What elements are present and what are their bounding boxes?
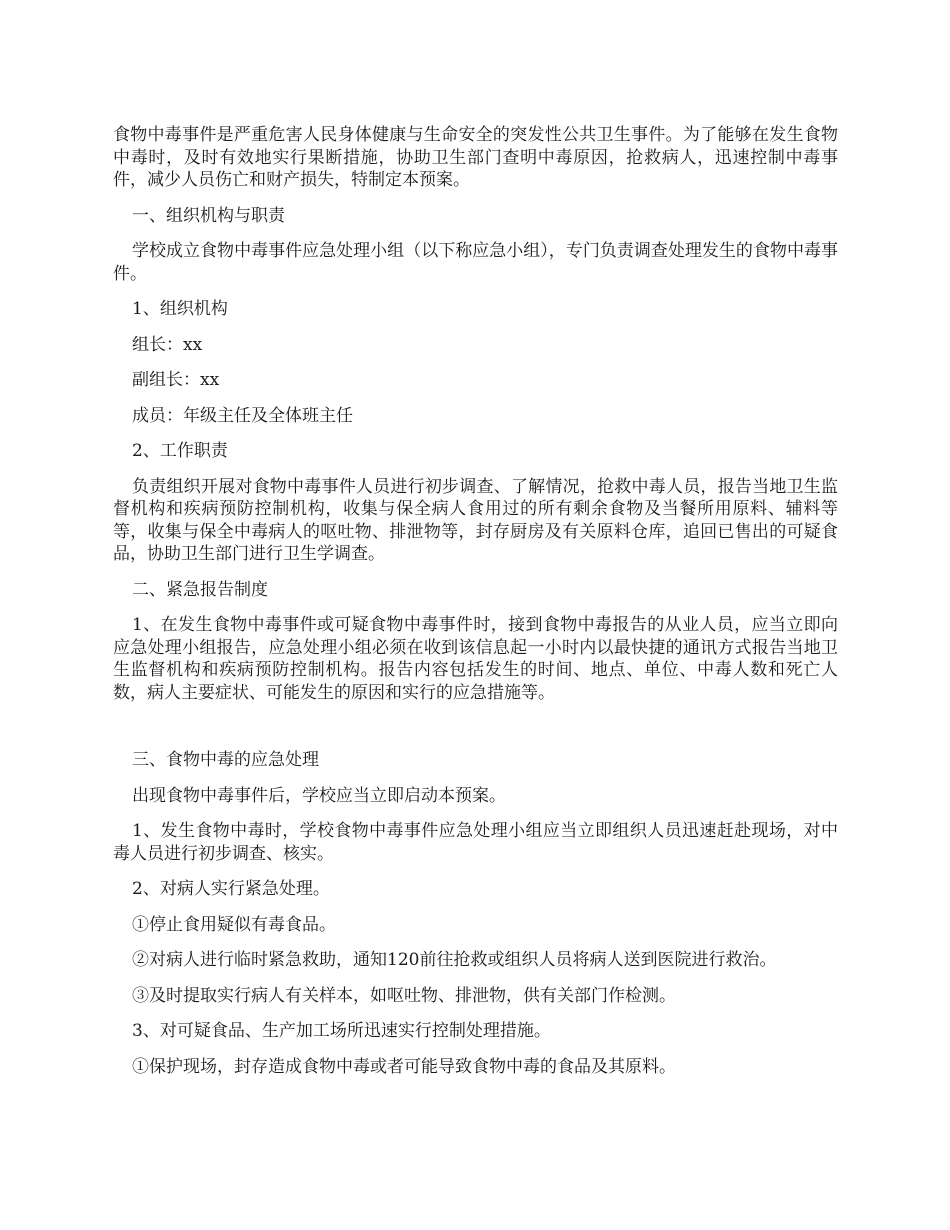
intro-paragraph: 食物中毒事件是严重危害人民身体健康与生命安全的突发性公共卫生事件。为了能够在发生食物中毒时，及时有效地实行果断措施，协助卫生部门查明中毒原因，抢救病人，迅速控制中毒事件，减少人员伤亡和财产损失，特制定本预案。	[113, 125, 838, 190]
paragraph-step-3: 3、对可疑食品、生产加工场所迅速实行控制处理措施。	[132, 1021, 551, 1041]
paragraph-step-2-item-1: ①停止食用疑似有毒食品。	[132, 914, 336, 935]
paragraph-duties: 负责组织开展对食物中毒事件人员进行初步调查、了解情况，抢救中毒人员，报告当地卫生监督机构和疾病预防控制机构，收集与保全病人食用过的所有剩余食物及当餐所用原料、辅料等等，收集与保全中毒病人的呕吐物、排泄物等，封存厨房及有关原料仓库，追回已售出的可疑食品，协助卫生部门进行卫生学调查。	[113, 476, 838, 564]
section-heading-reporting: 二、紧急报告制度	[132, 579, 268, 600]
line-members: 成员：年级主任及全体班主任	[132, 405, 353, 426]
subheading-duties: 2、工作职责	[132, 441, 228, 461]
paragraph-step-3-item-1: ①保护现场，封存造成食物中毒或者可能导致食物中毒的食品及其原料。	[132, 1056, 676, 1077]
line-group-leader: 组长：xx	[132, 334, 203, 355]
document-body	[113, 124, 838, 1091]
line-deputy-leader: 副组长：xx	[132, 370, 220, 390]
subheading-organization: 1、组织机构	[132, 299, 228, 319]
paragraph-activate-plan: 出现食物中毒事件后，学校应当立即启动本预案。	[132, 785, 506, 806]
paragraph-emergency-group: 学校成立食物中毒事件应急处理小组（以下称应急小组），专门负责调查处理发生的食物中毒事件。	[113, 241, 838, 284]
paragraph-step-1: 1、发生食物中毒时，学校食物中毒事件应急处理小组应当立即组织人员迅速赶赴现场，对中毒人员进行初步调查、核实。	[113, 821, 838, 864]
paragraph-step-2: 2、对病人实行紧急处理。	[132, 879, 330, 899]
paragraph-step-2-item-2: ②对病人进行临时紧急救助，通知120前往抢救或组织人员将病人送到医院进行救治。	[132, 950, 777, 970]
section-heading-response: 三、食物中毒的应急处理	[132, 750, 319, 770]
paragraph-reporting: 1、在发生食物中毒事件或可疑食物中毒事件时，接到食物中毒报告的从业人员，应当立即向应急处理小组报告，应急处理小组必须在收到该信息起一小时内以最快捷的通讯方式报告当地卫生监督机构和疾病预防控制机构。报告内容包括发生的时间、地点、单位、中毒人数和死亡人数，病人主要症状、可能发生的原因和实行的应急措施等。	[113, 615, 838, 703]
paragraph-step-2-item-3: ③及时提取实行病人有关样本，如呕吐物、排泄物，供有关部门作检测。	[132, 985, 676, 1006]
section-heading-organization: 一、组织机构与职责	[132, 205, 285, 226]
